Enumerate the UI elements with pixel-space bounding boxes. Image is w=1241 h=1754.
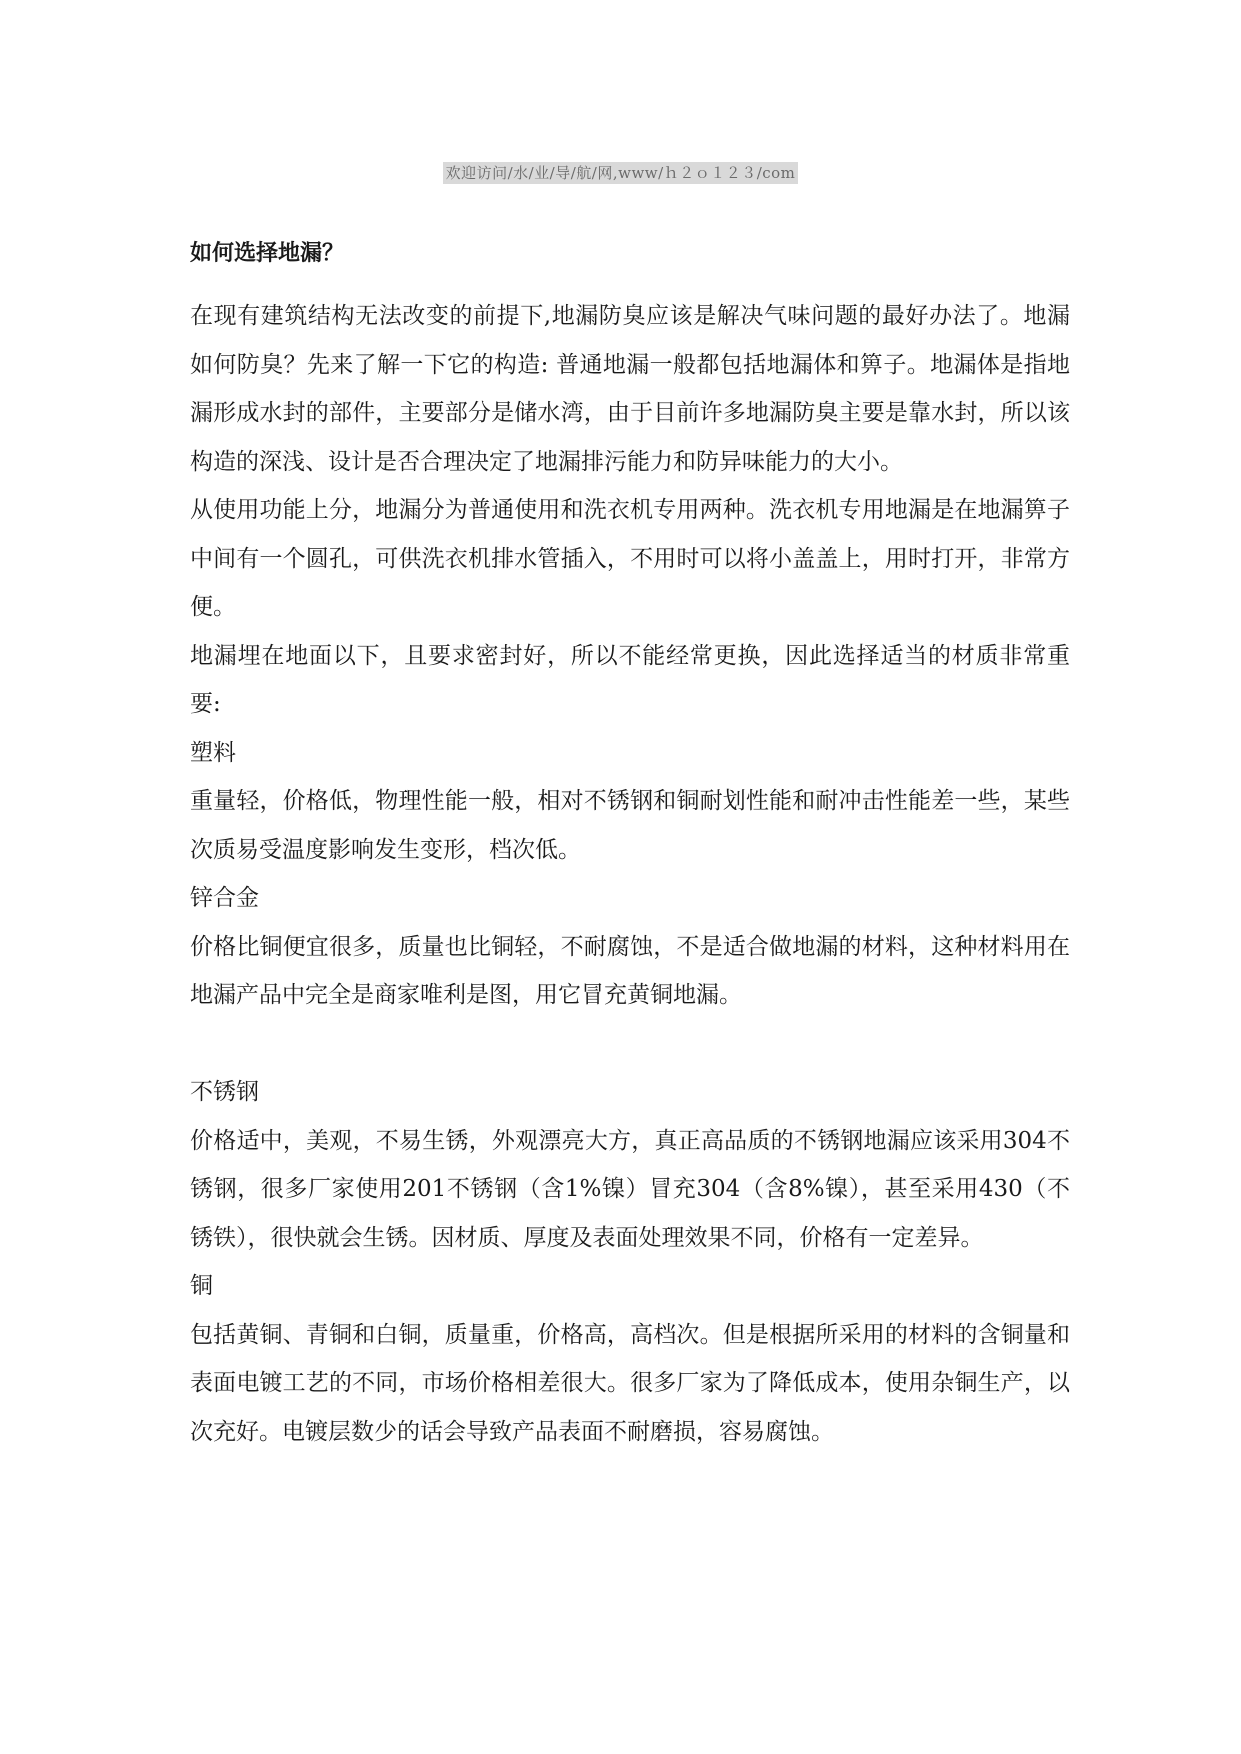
intro-paragraph-3: 地漏埋在地面以下，且要求密封好，所以不能经常更换，因此选择适当的材质非常重要: [190,642,1070,717]
article-title: 如何选择地漏？ [190,240,345,266]
page-header [0,162,1241,184]
material-desc-plastic: 重量轻，价格低，物理性能一般，相对不锈钢和铜耐划性能和耐冲击性能差一些，某些次质易受温度影响发生变形，档次低。 [190,788,1070,863]
material-desc-stainless-steel: 价格适中，美观，不易生锈，外观漂亮大方，真正高品质的不锈钢地漏应该采用304不锈钢，很多厂家使用201不锈钢（含1%镍）冒充304（含8%镍），甚至采用430（不锈铁），很快就会生锈。因材质、厚度及表面处理效果不同，价格有一定差异。 [190,1127,1070,1251]
material-desc-zinc-alloy: 价格比铜便宜很多，质量也比铜轻，不耐腐蚀，不是适合做地漏的材料，这种材料用在地漏产品中完全是商家唯利是图，用它冒充黄铜地漏。 [190,933,1070,1008]
material-heading-stainless-steel: 不锈钢 [190,1079,259,1105]
blank-line [190,1020,1070,1069]
material-heading-copper: 铜 [190,1273,213,1299]
material-heading-zinc-alloy: 锌合金 [190,885,259,911]
watermark-text: 欢迎访问/水/业/导/航/网,www/ｈ２ｏ１２３/com [443,162,799,184]
material-desc-copper: 包括黄铜、青铜和白铜，质量重，价格高，高档次。但是根据所采用的材料的含铜量和表面电镀工艺的不同，市场价格相差很大。很多厂家为了降低成本，使用杂铜生产，以次充好。电镀层数少的话会导致产品表面不耐磨损，容易腐蚀。 [190,1321,1070,1445]
material-heading-plastic: 塑料 [190,739,236,766]
intro-paragraph-1: 在现有建筑结构无法改变的前提下,地漏防臭应该是解决气味问题的最好办法了。地漏如何防臭？先来了解一下它的构造: 普通地漏一般都包括地漏体和箅子。地漏体是指地漏形成水封的部件，主要部分是储水湾，由于目前许多地漏防臭主要是靠水封，所以该构造的深浅、设计是否合理决定了地漏排污能力和防异味能力的大小。 [190,303,1070,475]
intro-paragraph-2: 从使用功能上分，地漏分为普通使用和洗衣机专用两种。洗衣机专用地漏是在地漏箅子中间有一个圆孔，可供洗衣机排水管插入，不用时可以将小盖盖上，用时打开，非常方便。 [190,497,1070,620]
article-body [190,238,1070,1456]
